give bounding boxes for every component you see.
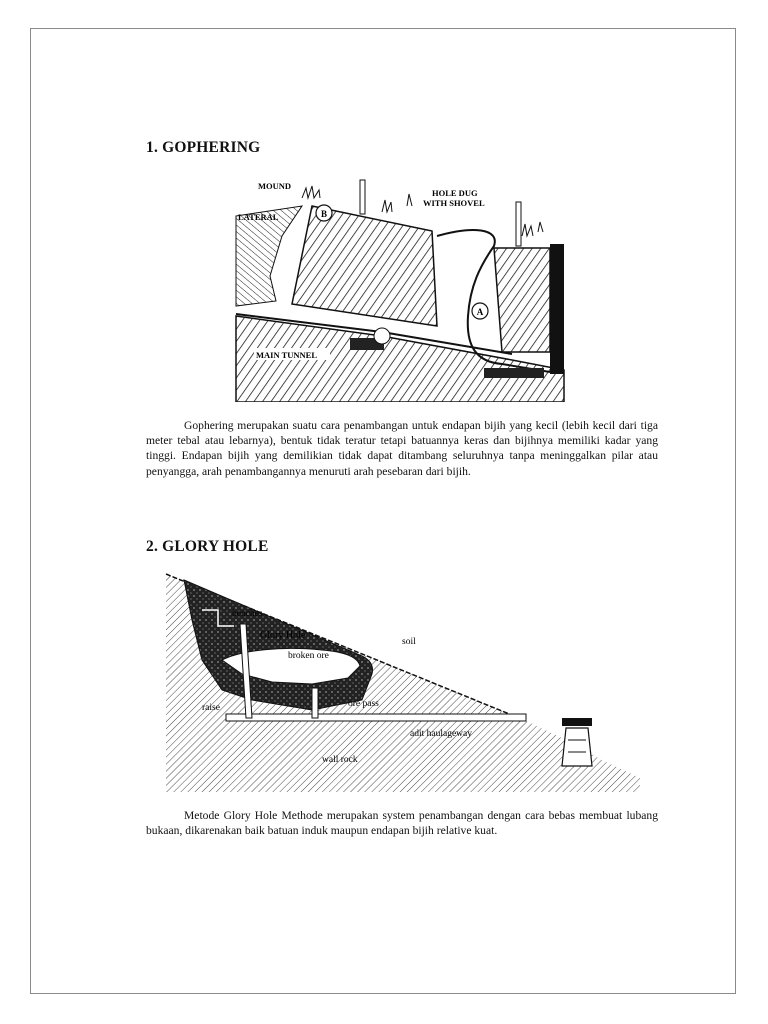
marker-a-label: A — [476, 307, 484, 317]
label-lateral: LATERAL — [238, 212, 279, 222]
ore-cart-right — [484, 368, 544, 378]
glory-hole-diagram — [162, 570, 644, 796]
gophering-paragraph: Gophering merupakan suatu cara penambangan untuk endapan bijih yang kecil (lebih kecil dari tiga meter tebal atau lebarnya), bentuk tidak teratur tetapi batuannya keras dan bijihnya memiliki kadar yang tinggi. Endapan bijih yang demilikian tidak dapat ditambang seluruhnya tanpa meninggalkan pilar atau penyangga, arah penambangannya menuruti arah pesebaran dari bijih. — [146, 419, 658, 478]
ore-pass — [312, 688, 318, 718]
right-wall — [550, 244, 564, 374]
label-glory-hole: Glory Hole — [260, 630, 306, 641]
page-border — [30, 28, 736, 994]
boulder-icon — [374, 328, 390, 344]
section-heading-gophering: 1. GOPHERING — [146, 139, 261, 156]
label-adit-haulageway: adit haulageway — [410, 729, 472, 739]
adit-haulageway — [226, 714, 526, 721]
label-mound: MOUND — [258, 181, 292, 191]
ore-block — [292, 206, 437, 326]
right-ore-block — [494, 248, 550, 352]
marker-b-label: B — [320, 209, 328, 219]
label-raise: raise — [202, 703, 220, 713]
label-soil: soil — [402, 637, 416, 647]
label-wall-rock: wall rock — [322, 755, 358, 765]
glory-hole-paragraph: Metode Glory Hole Methode merupakan system penambangan dengan cara bebas membuat lubang bukaan, dikarenakan baik batuan induk maupun endapan bijih relative kuat. — [146, 809, 658, 838]
gophering-diagram — [232, 176, 572, 402]
post-left — [360, 180, 365, 214]
label-ore-pass: ore pass — [348, 699, 379, 709]
ore-cars — [562, 718, 592, 726]
post-right — [516, 202, 521, 246]
label-broken-ore: broken ore — [288, 651, 329, 661]
label-with-shovel: WITH SHOVEL — [423, 198, 485, 208]
label-hole-dug: HOLE DUG — [432, 188, 478, 198]
label-benches: benches — [232, 609, 263, 619]
portal-headframe — [562, 728, 592, 766]
label-main-tunnel: MAIN TUNNEL — [256, 350, 318, 360]
section-heading-glory-hole: 2. GLORY HOLE — [146, 538, 269, 555]
label-ore: ore — [260, 670, 272, 680]
